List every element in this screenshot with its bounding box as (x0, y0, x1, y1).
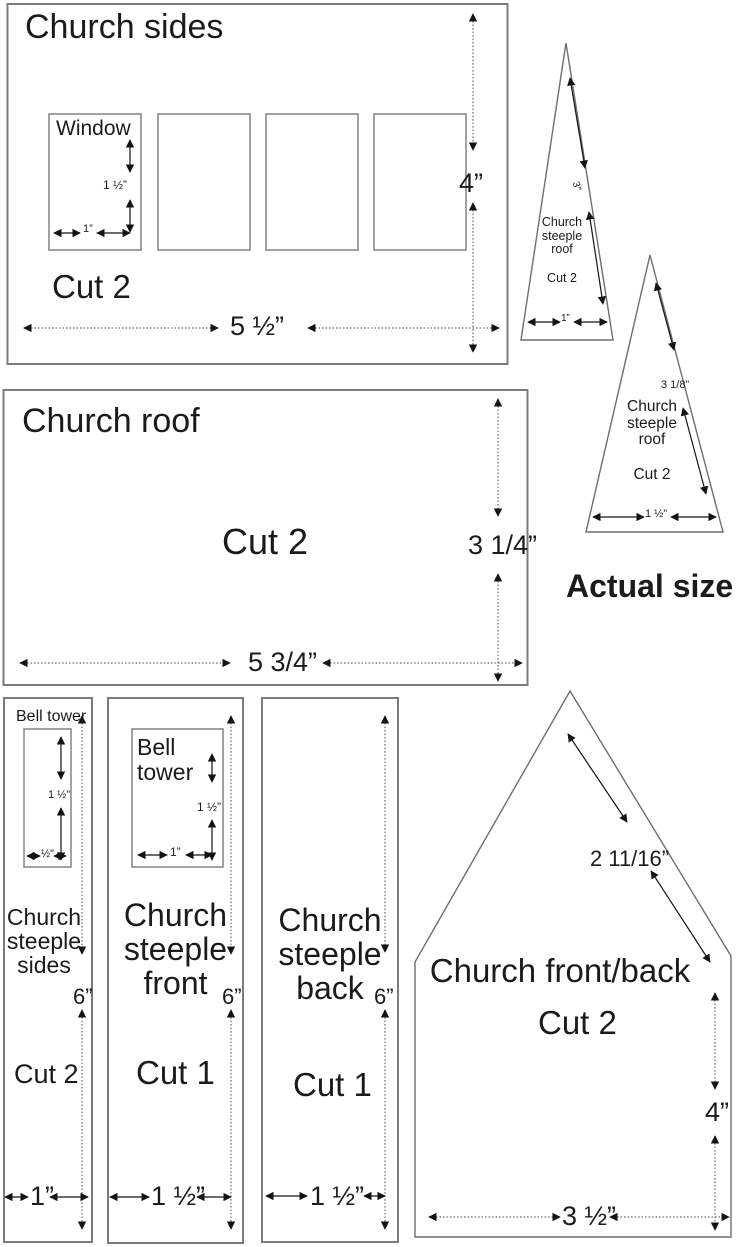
steeple-front-width-dim: 1 ½” (151, 1181, 206, 1211)
church-roof-width-dim: 5 3/4” (248, 647, 318, 677)
steeple-front-bell-width-dim: 1” (170, 845, 181, 859)
church-front-back-width-dim: 3 ½” (562, 1201, 617, 1231)
church-roof-cut-label: Cut 2 (222, 521, 309, 562)
steeple-front-bell-height-dim: 1 ½” (197, 800, 222, 814)
church-sides-width-dim: 5 ½” (230, 311, 285, 341)
window-width-dim: 1” (83, 223, 93, 235)
church-sides-height-dim: 4” (459, 168, 484, 198)
steeple-roof-small-cut-label: Cut 2 (547, 271, 577, 285)
steeple-front-name: Church steeple front (123, 897, 228, 1001)
steeple-sides-bell-width-dim: ½” (41, 848, 54, 860)
steeple-sides-width-dim: 1” (30, 1181, 55, 1211)
steeple-back-name: Church steeple back (278, 902, 382, 1006)
window-rect (158, 114, 250, 250)
church-sides-title: Church sides (25, 8, 224, 46)
steeple-sides-bell-height-dim: 1 ½” (48, 789, 71, 801)
actual-size-label: Actual size (566, 568, 734, 604)
steeple-sides-cut-label: Cut 2 (14, 1059, 79, 1089)
steeple-roof-large-name: Church steeple roof (627, 398, 677, 448)
window-rect (374, 114, 466, 250)
steeple-roof-large-base-dim: 1 ½” (645, 508, 668, 520)
steeple-front-height-dim: 6” (222, 984, 242, 1009)
church-sides-outline (8, 4, 508, 364)
steeple-front-cut-label: Cut 1 (136, 1054, 215, 1091)
church-front-back-height-dim: 4” (705, 1097, 730, 1127)
church-front-back-cut-label: Cut 2 (538, 1004, 617, 1041)
steeple-sides-name: Church steeple sides (6, 904, 82, 978)
church-front-back-title: Church front/back (429, 952, 691, 989)
steeple-sides-bell-tower-label: Bell tower (16, 708, 87, 725)
steeple-back-cut-label: Cut 1 (293, 1066, 372, 1103)
steeple-roof-small-outline (521, 43, 613, 340)
window-rect (266, 114, 358, 250)
church-sides-cut-label: Cut 2 (52, 268, 131, 305)
steeple-front-bell-tower-label: Bell tower (137, 734, 194, 785)
window-height-dim: 1 ½” (103, 178, 128, 192)
steeple-roof-small-base-dim: 1” (561, 313, 570, 324)
steeple-back-width-dim: 1 ½” (310, 1181, 365, 1211)
steeple-roof-large-cut-label: Cut 2 (633, 466, 671, 483)
steeple-sides-height-dim: 6” (73, 984, 93, 1009)
steeple-back-height-dim: 6” (374, 984, 394, 1009)
steeple-roof-small-slant-dim: 3” (569, 180, 583, 192)
steeple-roof-large-slant-dim: 3 1/8” (661, 379, 690, 391)
church-front-back-slant-dim: 2 11/16” (590, 846, 670, 871)
window-label: Window (56, 117, 131, 140)
steeple-roof-small-name: Church steeple roof (541, 215, 583, 256)
church-roof-height-dim: 3 1/4” (468, 530, 538, 560)
church-roof-title: Church roof (22, 402, 200, 440)
